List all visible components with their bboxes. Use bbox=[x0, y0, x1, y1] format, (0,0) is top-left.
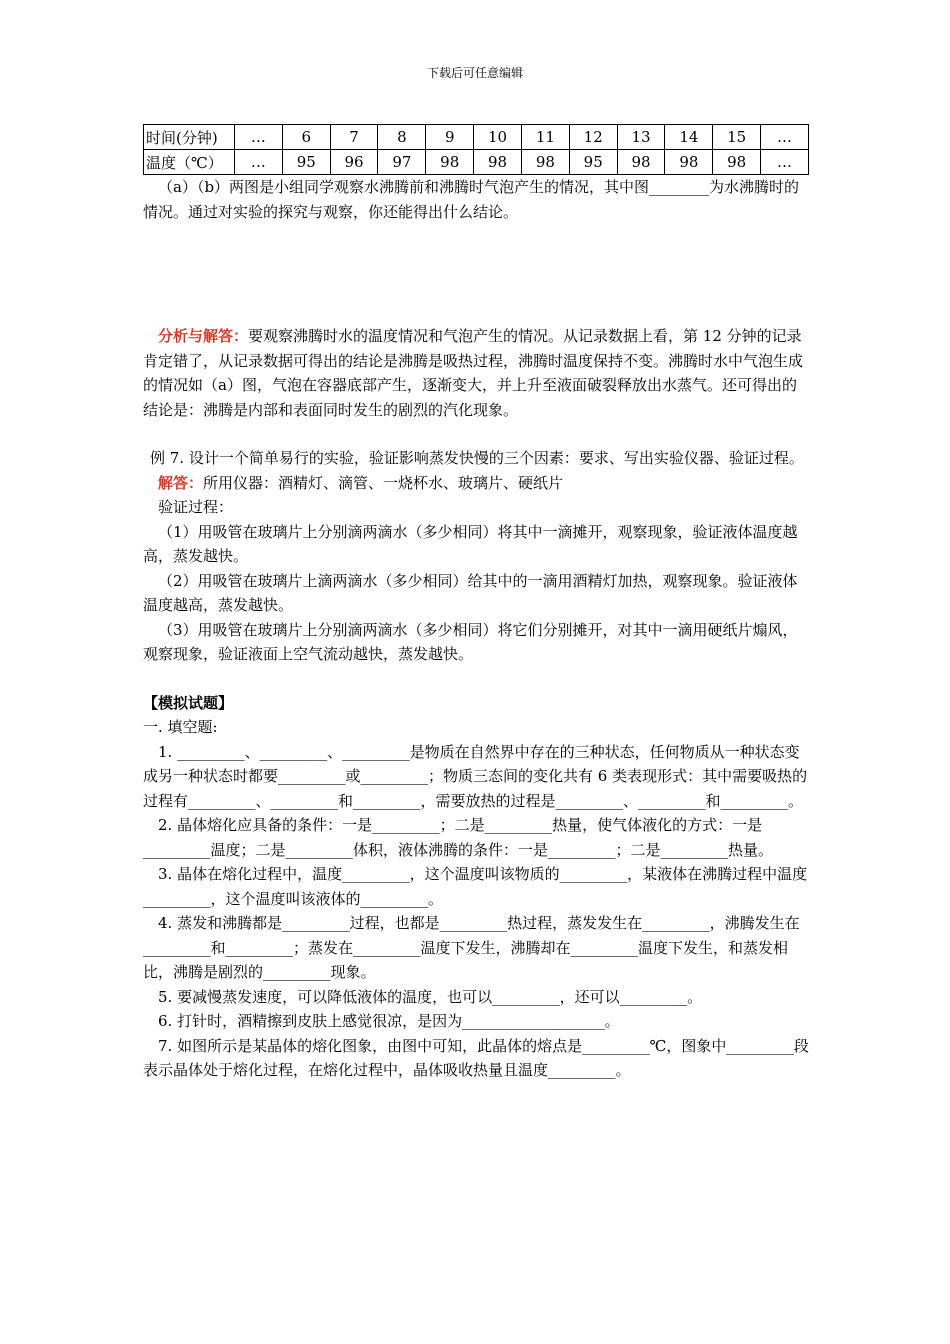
answer-text: 所用仪器：酒精灯、滴管、一烧杯水、玻璃片、硬纸片 bbox=[203, 473, 564, 492]
table-cell: 13 bbox=[617, 125, 665, 150]
question-7: 7. 如图所示是某晶体的熔化图象，由图中可知，此晶体的熔点是_________℃，图象中_________段表示晶体处于熔化过程，在熔化过程中，晶体吸收热量且温度_________。 bbox=[143, 1036, 809, 1079]
table-cell: 98 bbox=[665, 150, 713, 175]
table-cell: 9 bbox=[426, 125, 474, 150]
table-row bbox=[144, 150, 809, 175]
table-row bbox=[144, 125, 809, 150]
table-cell: 10 bbox=[474, 125, 522, 150]
row-header-cell: 温度（℃） bbox=[144, 150, 235, 175]
answer-paragraph bbox=[143, 471, 809, 496]
analysis-label: 分析与解答： bbox=[158, 327, 249, 345]
question-3: 3. 晶体在熔化过程中，温度_________，这个温度叫该物质的_________，某液体在沸腾过程中温度_________，这个温度叫该液体的_________。 bbox=[143, 865, 808, 908]
analysis-paragraph bbox=[143, 324, 809, 422]
question-5: 5. 要减慢蒸发速度，可以降低液体的温度，也可以_________，还可以_________。 bbox=[158, 987, 703, 1006]
table-cell: 11 bbox=[521, 125, 569, 150]
table-cell: … bbox=[761, 150, 809, 175]
table-cell: 15 bbox=[713, 125, 761, 150]
answer-label: 解答： bbox=[158, 473, 204, 492]
verify-label: 验证过程： bbox=[158, 498, 234, 516]
table-cell: 7 bbox=[330, 125, 378, 150]
table-cell: 97 bbox=[378, 150, 426, 175]
table-cell: 98 bbox=[617, 150, 665, 175]
step-2: （2）用吸管在玻璃片上滴两滴水（多少相同）给其中的一滴用酒精灯加热，观察现象。验证液体温度越高，蒸发越快。 bbox=[143, 571, 798, 614]
table-cell: 96 bbox=[330, 150, 378, 175]
table-cell: 98 bbox=[474, 150, 522, 175]
mock-test-title: 【模拟试题】 bbox=[143, 693, 234, 712]
table-cell: 6 bbox=[282, 125, 330, 150]
page-header: 下载后可任意编辑 bbox=[426, 66, 523, 80]
question-4: 4. 蒸发和沸腾都是_________过程，也都是_________热过程，蒸发发生在_________，沸腾发生在_________和_________；蒸发在_________温度下发生，沸腾却在_________温度下发生，和蒸发相比，沸腾是剧烈的_________现象。 bbox=[143, 914, 800, 981]
table-cell: 98 bbox=[521, 150, 569, 175]
row-header-cell: 时间(分钟) bbox=[144, 125, 235, 150]
table-cell: 12 bbox=[569, 125, 617, 150]
table-cell: 8 bbox=[378, 125, 426, 150]
data-table bbox=[143, 124, 809, 175]
question-1: 1. _________、_________、_________是物质在自然界中存在的三种状态，任何物质从一种状态变成另一种状态时都要_________或_________；物质三态间的变化共有 6 类表现形式：其中需要吸热的过程有_________、_________和_________，需要放热的过程是_________、_________和_________。 bbox=[143, 742, 808, 810]
table-cell: 98 bbox=[713, 150, 761, 175]
table-cell: 95 bbox=[282, 150, 330, 175]
example-7: 例 7. 设计一个简单易行的实验，验证影响蒸发快慢的三个因素：要求、写出实验仪器、验证过程。 bbox=[150, 449, 804, 467]
table-cell: … bbox=[235, 125, 283, 150]
step-3: （3）用吸管在玻璃片上分别滴两滴水（多少相同）将它们分别摊开，对其中一滴用硬纸片煽风，观察现象，验证液面上空气流动越快，蒸发越快。 bbox=[143, 620, 798, 663]
table-cell: 95 bbox=[569, 150, 617, 175]
question-6: 6. 打针时，酒精擦到皮肤上感觉很凉，是因为___________________。 bbox=[158, 1012, 620, 1030]
table-cell: … bbox=[761, 125, 809, 150]
table-cell: 98 bbox=[426, 150, 474, 175]
table-cell: 14 bbox=[665, 125, 713, 150]
document-body bbox=[143, 124, 809, 1083]
section-fill-blank: 一. 填空题: bbox=[143, 718, 218, 736]
paragraph-ab-question: （a）（b）两图是小组同学观察水沸腾前和沸腾时气泡产生的情况，其中图________为水沸腾时的情况。通过对实验的探究与观察，你还能得出什么结论。 bbox=[143, 178, 800, 221]
question-2: 2. 晶体熔化应具备的条件：一是_________；二是_________热量，使气体液化的方式：一是_________温度；二是_________体积，液体沸腾的条件：一是_________；二是_________热量。 bbox=[143, 816, 774, 859]
analysis-text: 要观察沸腾时水的温度情况和气泡产生的情况。从记录数据上看，第 12 分钟的记录肯定错了，从记录数据可得出的结论是沸腾是吸热过程，沸腾时温度保持不变。沸腾时水中气泡生成的情况如（a）图，气泡在容器底部产生，逐渐变大，并上升至液面破裂释放出水蒸气。还可得出的结论是：沸腾是内部和表面同时发生的剧烈的汽化现象。 bbox=[143, 327, 804, 419]
step-1: （1）用吸管在玻璃片上分别滴两滴水（多少相同）将其中一滴摊开，观察现象，验证液体温度越高，蒸发越快。 bbox=[143, 522, 798, 565]
table-cell: … bbox=[235, 150, 283, 175]
